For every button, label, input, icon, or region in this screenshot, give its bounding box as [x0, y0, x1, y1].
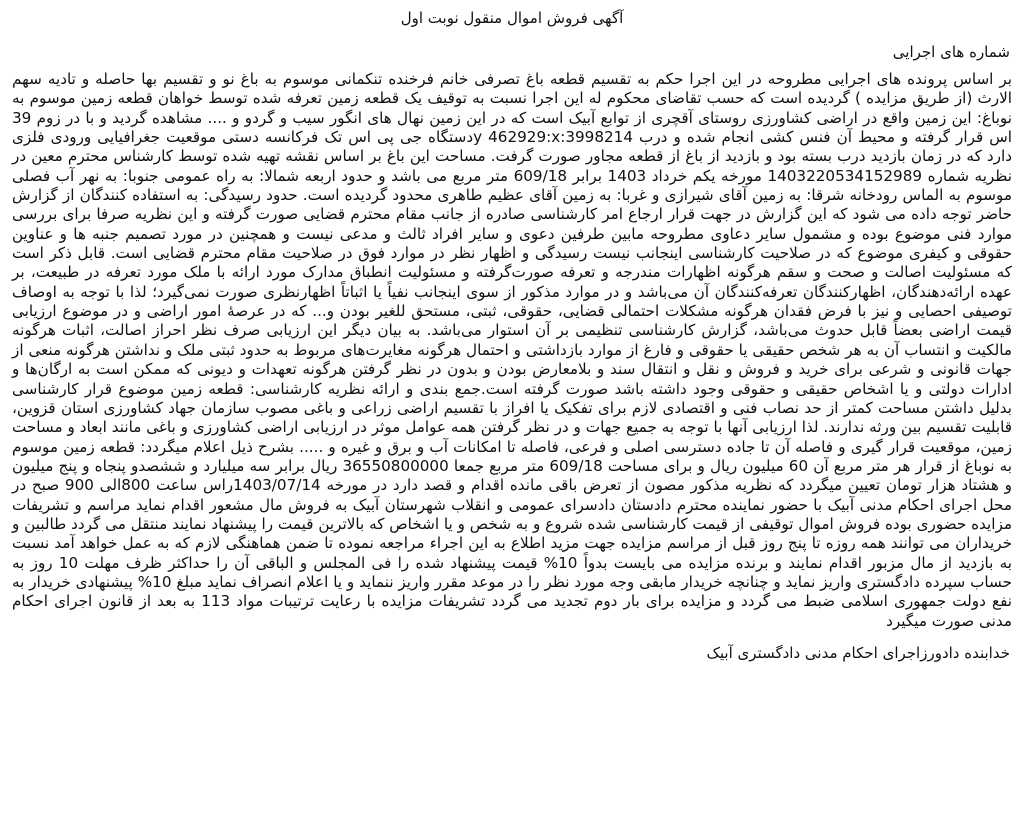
- signature-line: خدابنده دادورزاجرای احکام مدنی دادگستری آبیک: [706, 643, 1010, 662]
- section-heading: شماره های اجرایی: [892, 43, 1010, 61]
- notice-body: بر اساس پرونده های اجرایی مطروحه در این اجرا حکم به تقسیم قطعه باغ تصرفی خانم فرخنده تنکمانی موسوم به باغ نو و تقسیم بها حاصله و تادیه سهم الارث (از طریق مزایده ) گردیده است که حسب تقاضای محکوم له این اجرا نسبت به توقیف یک قطعه زمین تعرفه شده توسط خواهان قطعه زمین موسوم به نوباغ: این زمین واقع در اراضی کشاورزی روستای آقچری از توابع آبیک است که در این زمین نهال های انگور سیب و گردو و .... مشاهده گردید و با در زوم 39 اس قرار گرفته و محیط آن فنس کشی انجام شده و درب 3998214:y 462929:xدستگاه جی پی اس تک فرکانسه دستی موقعیت جغرافیایی ورودی فلزی دارد که در زمان بازدید درب بسته بود و بازدید از باغ از قطعه مجاور صورت گرفت. مساحت این باغ بر اساس نقشه تهیه شده توسط کارشناس محترم معین در نظریه شماره 140322053415298‬9 مورخه یکم خرداد 1403 برابر 609/18 متر مربع می باشد و حدود اربعه شمالا: به راه عمومی جنوبا: به نهر آب فصلی موسوم به الماس رودخانه شرقا: به زمین آقای شیرازی و غربا: به زمین آقای عظیم طاهری محدود گردیده است. حدود رسیدگی: به استفاده کنندگان از گزارش حاضر توجه داده می شود که این گزارش در جهت قرار ارجاع امر کارشناسی صادره از جانب مقام محترم قضایی صورت گرفته و این نظریه صرفا برای بررسی موارد فنی موضوع بوده و مشمول سایر دعاوی مطروحه مابین طرفین دعوی و سایر افراد ثالث و مدعی نیست و همچنین در مورد تصمیم جنبه ها و عناوین حقوقی و کیفری موضوع که در صلاحیت کارشناسی اینجانب نیست رسیدگی و اظهار نظر در موارد فوق در صلاحیت مقام محترم قضایی است. قابل ذکر است که مسئولیت اصالت و صحت و سقم هرگونه اظهارات مندرجه و تعرفه صورت‌گرفته و مسئولیت انطباق مدارک مورد ارائه با ملک مورد تعرفه در طبیعت، بر عهده ارائه‌دهندگان، اظهارکنندگان تعرفه‌کنندگان آن می‌باشد و در موارد مذکور از سوی اینجانب نفیاً یا اثباتاً اظهارنظری صورت نمی‌گیرد؛ لذا با توجه به اوصاف توصیفی احصایی و نیز با فرض فقدان هرگونه مشکلات احتمالی قضایی، حقوقی، ثبتی، مستحق للغیر بودن و... که در عرصهٔ امور اراضی و در موضوع ارزیابی قیمت اراضی بعضاً قابل حدوث می‌باشد، گزارش کارشناسی تنظیمی بر آن استوار می‌باشد. به بیان دیگر این ارزیابی صرف نظر احراز اصالت، اثبات هرگونه مالکیت و انتساب آن به هر شخص حقیقی یا حقوقی و فارغ از موارد بازداشتی و احتمال هرگونه مغایرت‌های مربوط به حدود ثبتی ملک و نداشتن هرگونه منعی از جهات قانونی و شرعی برای خرید و فروش و نقل و انتقال سند و بلامعارض بودن و بدون در نظر گرفتن هرگونه تعهدات و دیونی که ممکن است به ارگان‌ها و ادارات دولتی و یا اشخاص حقیقی و حقوقی وجود داشته باشد صورت گرفته است.جمع بندی و ارائه نظریه کارشناسی: قطعه زمین موضوع قرار کارشناسی بدلیل داشتن مساحت کمتر از حد نصاب فنی و اقتصادی لازم برای تفکیک یا افراز با تقسیم اراضی زراعی و باغی مصوب سازمان جهاد کشاورزی استان قزوین، قابلیت تقسیم بین ورثه ندارند. لذا ارزیابی آنها با توجه به جمیع جهات و در نظر گرفتن همه عوامل موثر در ارزیابی اراضی کشاورزی و باغی مانند ابعاد و مساحت زمین، موقعیت قرار گیری و فاصله آن تا جاده دسترسی اصلی و فرعی، فاصله تا امکانات آب و برق و غیره و ..... بشرح ذیل اعلام میگردد: قطعه زمین موسوم به نوباغ از قرار هر متر مربع آن 60 میلیون ریال و برای مساحت 609/18 متر مربع جمعا 36550800000 ریال برابر سه میلیارد و ششصدو پنجاه و پنج میلیون و هشتاد هزار تومان تعیین میگردد که نظریه مذکور مصون از تعرض باقی مانده اقدام و قصد دارد در مورخه 1403/07/14راس ساعت 800الی 900 صبح در محل اجرای احکام مدنی آبیک با حضور نماینده محترم دادستان دادسرای عمومی و انقلاب شهرستان آبیک به فروش مال مشعور اقدام نماید مراسم و تشریفات مزایده حضوری بوده فروش اموال توقیفی از قیمت کارشناسی شده شروع و به شخص و یا اشخاص که بالاترین قیمت را پیشنهاد نمایند منتقل می گردد طالبین و خریداران می توانند همه روزه تا پنج روز قبل از مراسم مزایده جهت مزید اطلاع به این اجراء مراجعه نموده تا ضمن هماهنگی لازم که به عمل خواهد آمد نسبت به بازدید از مال مزبور اقدام نمایند و برنده مزایده می بایست بدواً 10% قیمت پیشنهاد شده را فی المجلس و الباقی آن را حداکثر ظرف مهلت 10 روز به حساب سپرده دادگستری واریز نماید و چنانچه خریدار مابقی وجه مورد نظر را در موعد مقرر واریز ننماید و یا اعلام انصراف نماید مبلغ 10% پیشنهادی خریدار به نفع دولت جمهوری اسلامی ضبط می گردد و مزایده برای بار دوم تجدید می گردد تشریفات مزایده با رعایت ترتیبات مواد 113 به بعد از قانون اجرای احکام مدنی صورت میگیرد: [12, 70, 1013, 630]
- notice-title: آگهی فروش اموال منقول نوبت اول: [400, 9, 624, 27]
